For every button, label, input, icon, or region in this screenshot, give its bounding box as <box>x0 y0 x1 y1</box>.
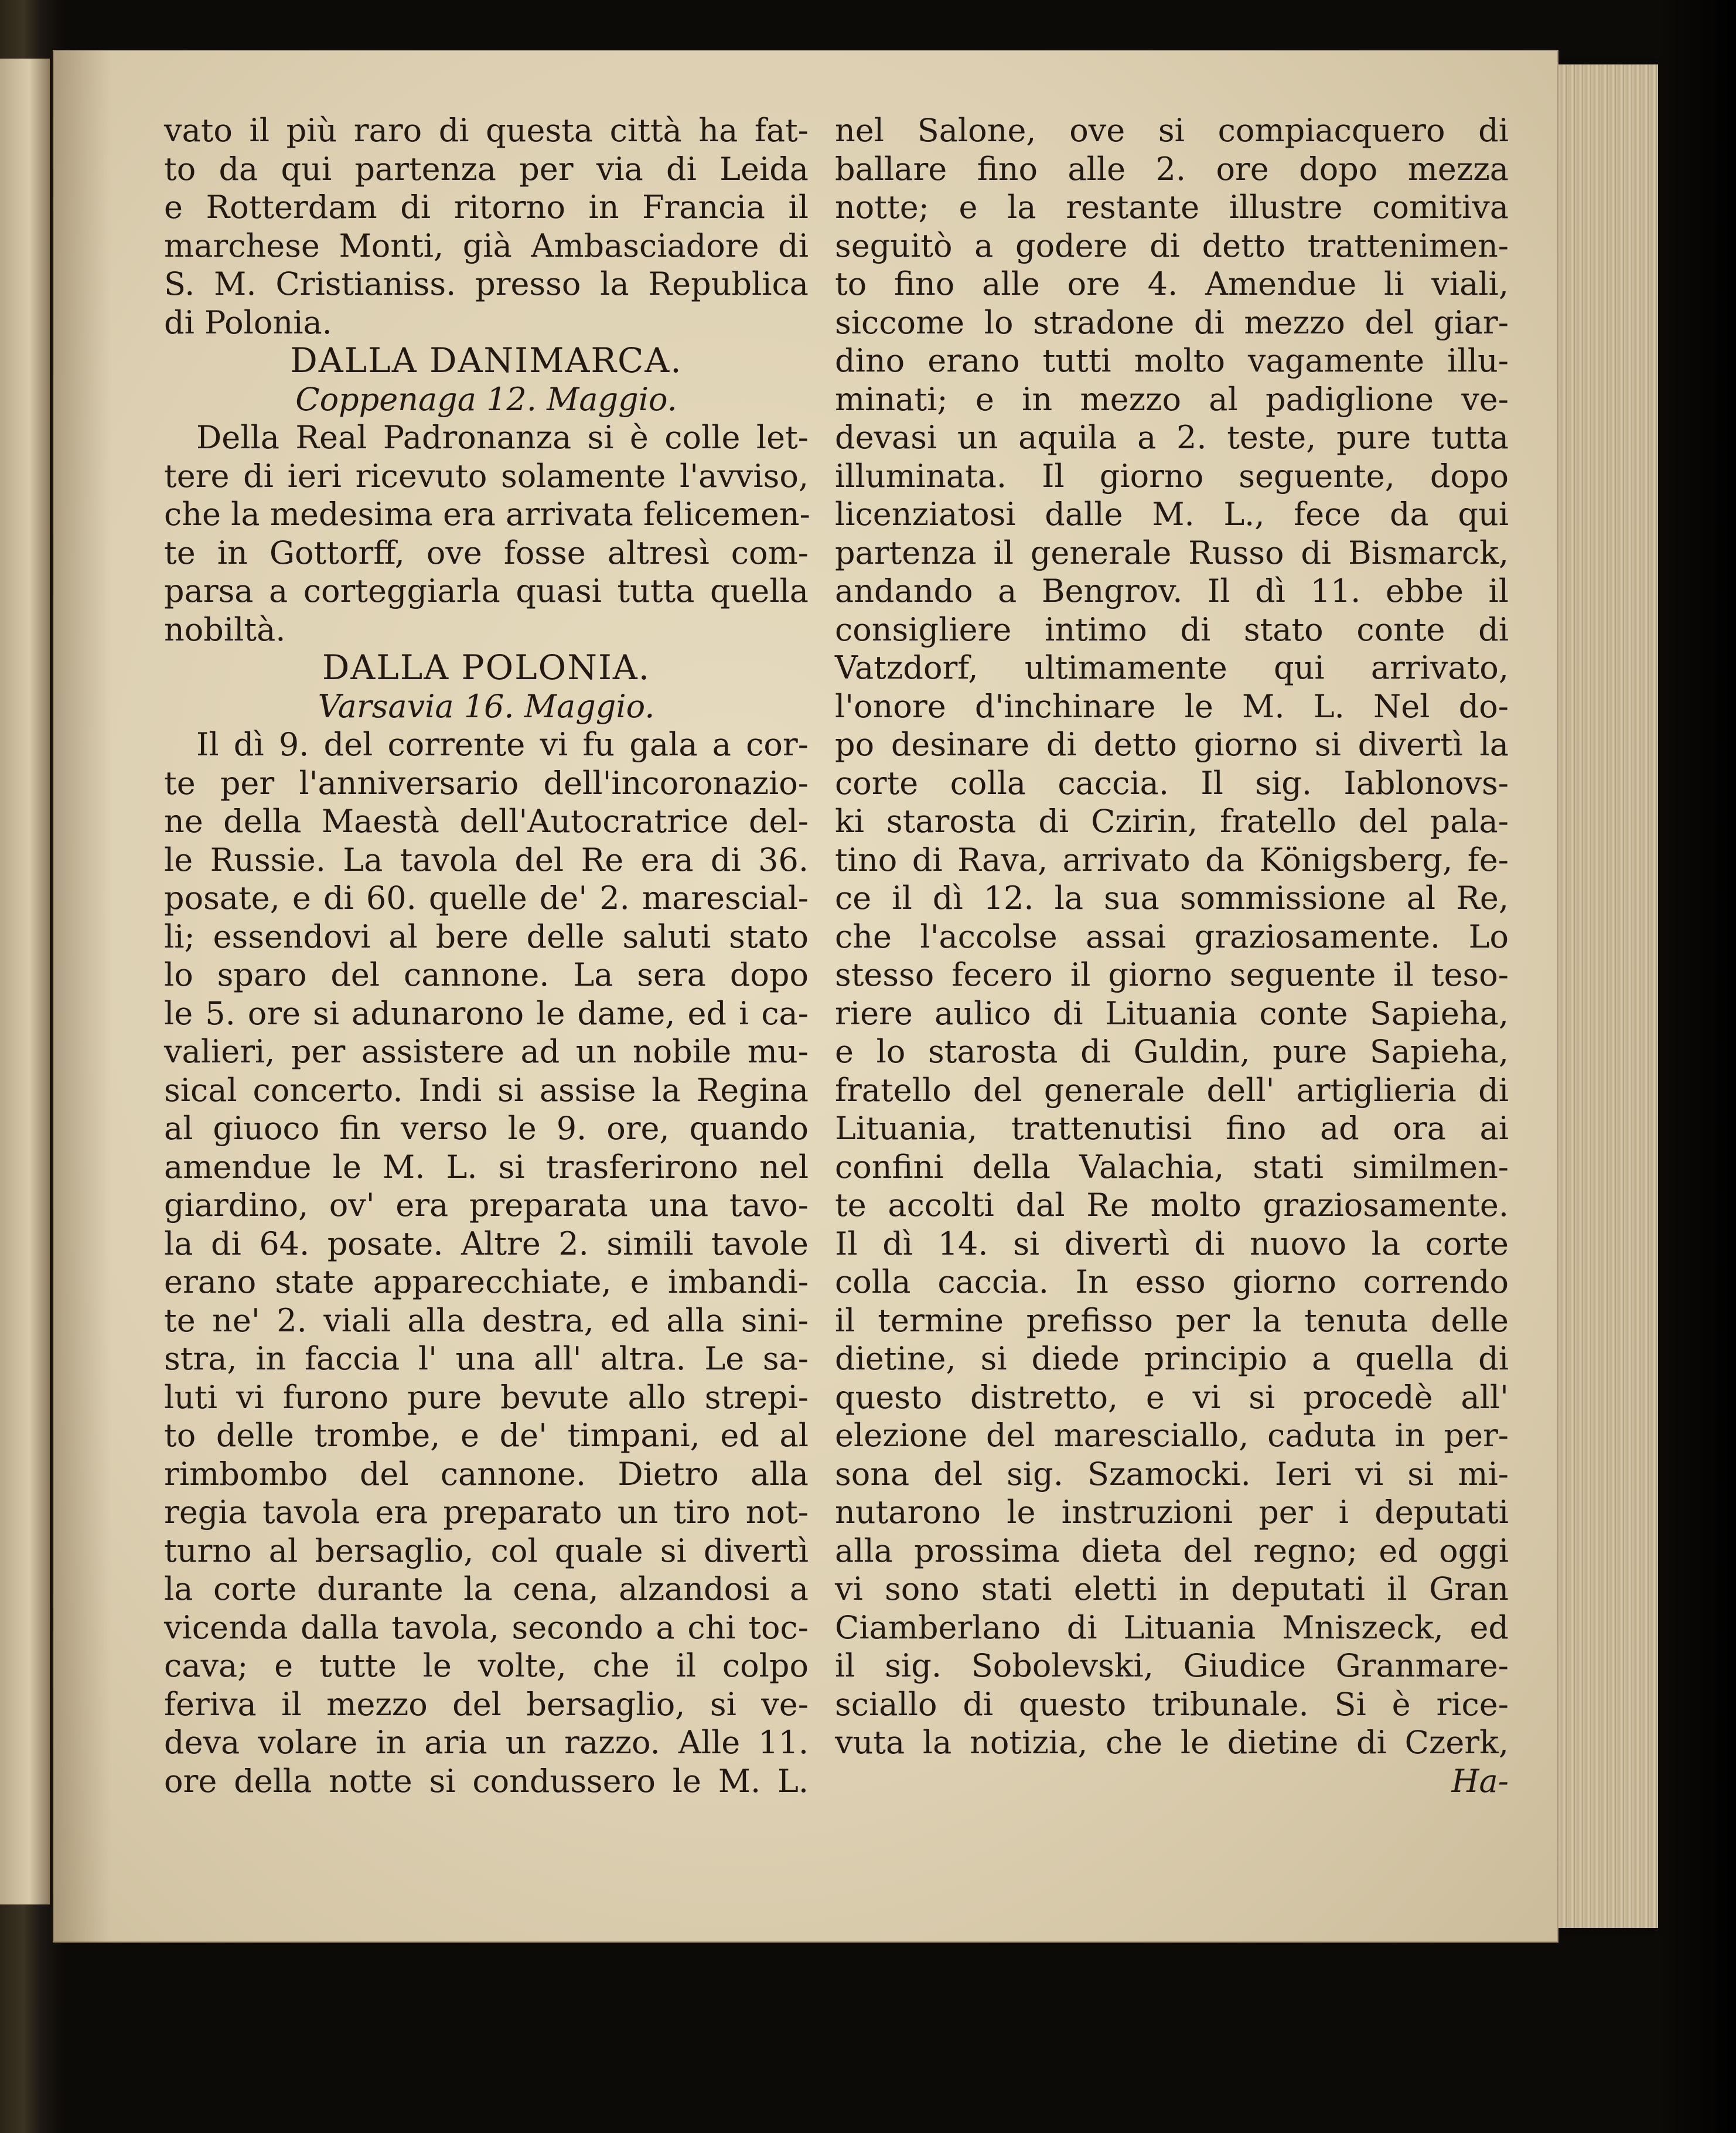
text-line: to delle trombe, e de' timpani, ed al <box>164 1417 809 1454</box>
text-line: riere aulico di Lituania conte Sapieha, <box>835 994 1509 1032</box>
text-line: nobiltà. <box>164 611 286 648</box>
text-line: te accolti dal Re molto graziosamente. <box>835 1187 1509 1224</box>
text-line: partenza il generale Russo di Bismarck, <box>835 534 1509 571</box>
text-line: corte colla caccia. Il sig. Iablonovs- <box>835 764 1509 802</box>
text-line: li; essendovi al bere delle saluti stato <box>164 918 809 955</box>
text-line: minati; e in mezzo al padiglione ve- <box>835 380 1509 418</box>
text-line: e lo starosta di Guldin, pure Sapieha, <box>835 1033 1509 1070</box>
text-line: giardino, ov' era preparata una tavo- <box>164 1187 809 1224</box>
text-line: erano state apparecchiate, e imbandi- <box>164 1263 809 1300</box>
text-line: stra, in faccia l' una all' altra. Le sa- <box>164 1340 809 1377</box>
text-line: regia tavola era preparato un tiro not- <box>164 1494 809 1531</box>
text-line: devasi un aquila a 2. teste, pure tutta <box>835 419 1509 456</box>
text-line: ore della notte si condussero le M. L. <box>164 1762 809 1800</box>
text-line: consigliere intimo di stato conte di <box>835 611 1509 648</box>
text-line: Lituania, trattenutisi fino ad ora ai <box>835 1110 1509 1147</box>
text-line: tino di Rava, arrivato da Königsberg, fe- <box>835 841 1509 878</box>
right-column <box>835 111 1509 1800</box>
text-line: licenziatosi dalle M. L., fece da qui <box>835 496 1509 533</box>
text-line: illuminata. Il giorno seguente, dopo <box>835 457 1509 495</box>
text-line: cava; e tutte le volte, che il colpo <box>164 1647 809 1684</box>
text-line: elezione del maresciallo, caduta in per- <box>835 1417 1509 1454</box>
text-line: notte; e la restante illustre comitiva <box>835 189 1509 226</box>
facing-page-edge <box>0 59 50 1904</box>
section-heading-danimarca: DALLA DANIMARCA. <box>290 340 683 380</box>
text-line: parsa a corteggiarla quasi tutta quella <box>164 573 809 609</box>
text-line: posate, e di 60. quelle de' 2. marescial- <box>164 880 809 916</box>
text-line: rimbombo del cannone. Dietro alla <box>164 1455 809 1493</box>
text-line: deva volare in aria un razzo. Alle 11. <box>164 1724 809 1761</box>
text-line: alla prossima dieta del regno; ed oggi <box>835 1532 1509 1569</box>
text-line: nutarono le instruzioni per i deputati <box>835 1494 1509 1531</box>
text-line: Ciamberlano di Lituania Mniszeck, ed <box>835 1609 1509 1646</box>
text-line: le Russie. La tavola del Re era di 36. <box>164 841 809 878</box>
text-line: ce il dì 12. la sua sommissione al Re, <box>835 880 1509 916</box>
text-line: e Rotterdam di ritorno in Francia il <box>164 189 809 226</box>
text-line: la corte durante la cena, alzandosi a <box>164 1570 809 1607</box>
text-line: vi sono stati eletti in deputati il Gran <box>835 1570 1509 1607</box>
text-line: confini della Valachia, stati similmen- <box>835 1148 1509 1185</box>
section-heading-polonia: DALLA POLONIA. <box>322 648 651 687</box>
text-line: sciallo di questo tribunale. Si è rice- <box>835 1685 1509 1723</box>
text-line: nel Salone, ove si compiacquero di <box>835 112 1509 149</box>
text-line: al giuoco fin verso le 9. ore, quando <box>164 1110 809 1147</box>
page-block-edges <box>1558 64 1658 1928</box>
text-line: siccome lo stradone di mezzo del giar- <box>835 304 1509 341</box>
text-line: lo sparo del cannone. La sera dopo <box>164 956 809 993</box>
dateline-polonia: Varsavia 16. Maggio. <box>318 687 655 725</box>
text-line: S. M. Cristianiss. presso la Republica <box>164 265 809 302</box>
text-line: te ne' 2. viali alla destra, ed alla sini- <box>164 1301 809 1339</box>
text-line: po desinare di detto giorno si divertì la <box>835 726 1509 763</box>
text-line: to da qui partenza per via di Leida <box>164 150 809 188</box>
text-line: di Polonia. <box>164 304 332 341</box>
text-line: vicenda dalla tavola, secondo a chi toc- <box>164 1609 809 1646</box>
text-line: le 5. ore si adunarono le dame, ed i ca- <box>164 994 809 1032</box>
text-line: marchese Monti, già Ambasciadore di <box>164 227 809 264</box>
text-line: fratello del generale dell' artiglieria di <box>835 1071 1509 1109</box>
text-line: andando a Bengrov. Il dì 11. ebbe il <box>835 573 1509 609</box>
text-line: seguitò a godere di detto trattenimen- <box>835 227 1509 264</box>
dateline-danimarca: Coppenaga 12. Maggio. <box>295 380 677 418</box>
text-line: il termine prefisso per la tenuta delle <box>835 1301 1509 1339</box>
text-line: ki starosta di Czirin, fratello del pala- <box>835 803 1509 840</box>
text-line: feriva il mezzo del bersaglio, si ve- <box>164 1685 809 1723</box>
text-line: vuta la notizia, che le dietine di Czerk, <box>835 1724 1509 1761</box>
text-line: vato il più raro di questa città ha fat- <box>164 112 809 149</box>
text-line: luti vi furono pure bevute allo strepi- <box>164 1378 809 1416</box>
text-line: il sig. Sobolevski, Giudice Granmare- <box>835 1647 1509 1684</box>
text-line: te per l'anniversario dell'incoronazio- <box>164 764 809 802</box>
text-line: Il dì 9. del corrente vi fu gala a cor- <box>196 726 809 763</box>
text-line: sical concerto. Indi si assise la Regina <box>164 1071 809 1109</box>
text-line: turno al bersaglio, col quale si divertì <box>164 1532 809 1569</box>
text-line: colla caccia. In esso giorno correndo <box>835 1263 1509 1300</box>
text-line: dietine, si diede principio a quella di <box>835 1340 1509 1377</box>
text-line: ballare fino alle 2. ore dopo mezza <box>835 150 1509 188</box>
text-line: Il dì 14. si divertì di nuovo la corte <box>835 1225 1509 1262</box>
text-line: che l'accolse assai graziosamente. Lo <box>835 918 1509 955</box>
text-line: te in Gottorff, ove fosse altresì com- <box>164 534 809 571</box>
text-line: Della Real Padronanza si è colle let- <box>196 419 809 456</box>
text-line: la di 64. posate. Altre 2. simili tavole <box>164 1225 809 1262</box>
page-gutter-shadow <box>53 50 111 1943</box>
text-line: sona del sig. Szamocki. Ieri vi si mi- <box>835 1455 1509 1493</box>
text-line: questo distretto, e vi si procedè all' <box>835 1378 1509 1416</box>
text-line: to fino alle ore 4. Amendue li viali, <box>835 265 1509 302</box>
text-line: l'onore d'inchinare le M. L. Nel do- <box>835 687 1509 725</box>
text-line: dino erano tutti molto vagamente illu- <box>835 342 1509 379</box>
text-line: stesso fecero il giorno seguente il teso- <box>835 956 1509 993</box>
text-line: tere di ieri ricevuto solamente l'avviso, <box>164 457 809 495</box>
text-line: Vatzdorf, ultimamente qui arrivato, <box>835 649 1509 686</box>
text-line: ne della Maestà dell'Autocratrice del- <box>164 803 809 840</box>
text-line: valieri, per assistere ad un nobile mu- <box>164 1033 809 1070</box>
text-line: amendue le M. L. si trasferirono nel <box>164 1148 809 1185</box>
text-line: che la medesima era arrivata felicemen- <box>164 496 810 533</box>
catchword: Ha- <box>1451 1762 1509 1800</box>
left-column <box>164 111 809 1800</box>
